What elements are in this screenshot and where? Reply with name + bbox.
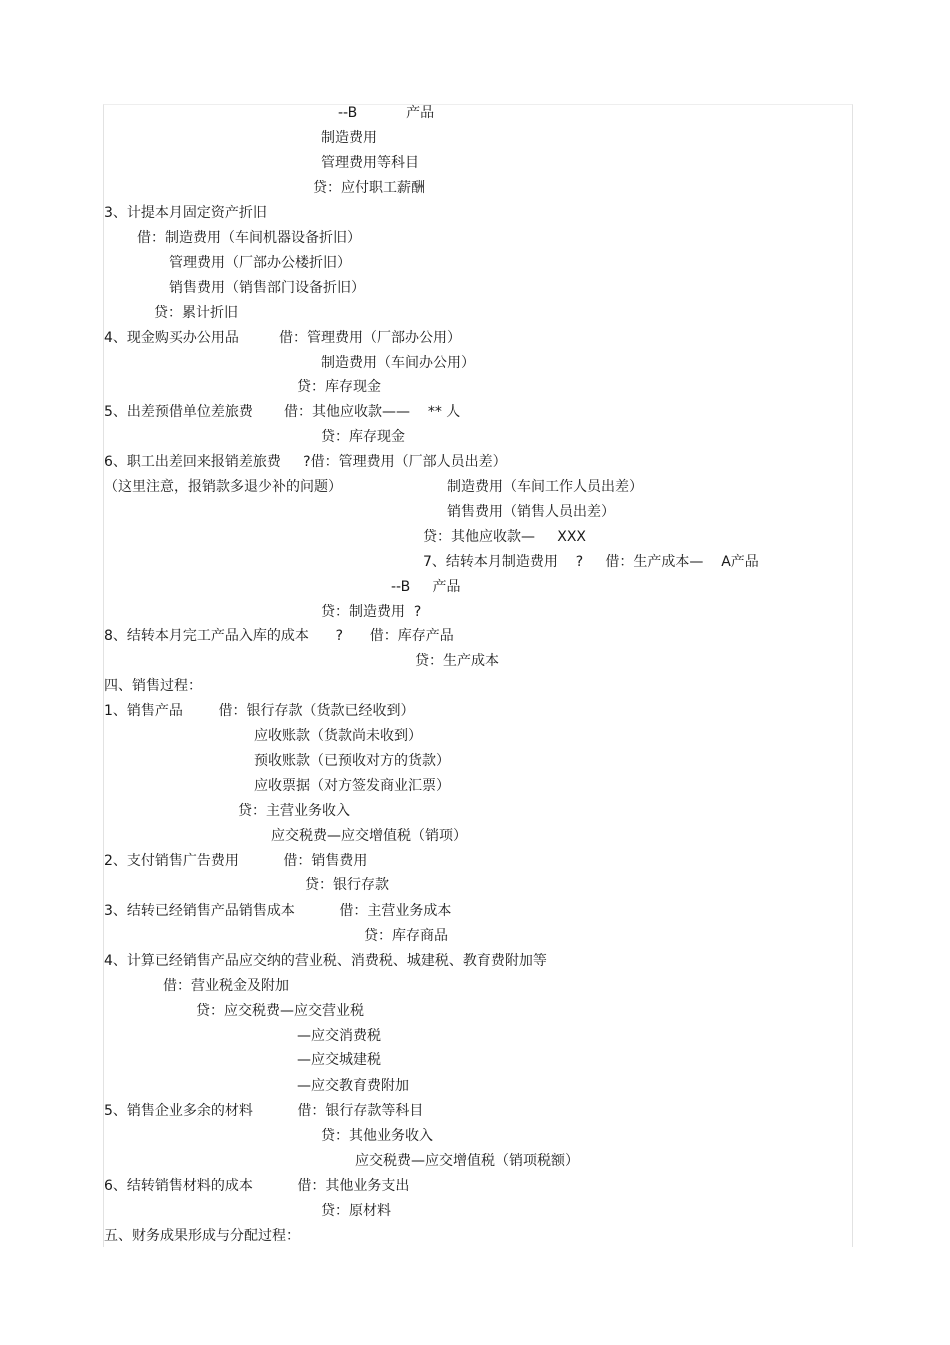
text-line: 应交税费—应交增值税（销项） <box>271 828 467 844</box>
text-line: 贷：原材料 <box>321 1203 391 1219</box>
text-line: 销售费用（销售部门设备折旧） <box>169 280 365 296</box>
text-line: 制造费用 <box>321 130 377 146</box>
text-line: 贷：库存现金 <box>297 379 381 395</box>
text-line: 4、计算已经销售产品应交纳的营业税、消费税、城建税、教育费附加等 <box>104 953 547 969</box>
text-line: 应交税费—应交增值税（销项税额） <box>355 1153 579 1169</box>
text-line: --B 产品 <box>338 105 435 121</box>
text-line: 7、结转本月制造费用 ? 借：生产成本— A产品 <box>423 554 759 570</box>
text-line: 应收账款（货款尚未收到） <box>254 728 422 744</box>
text-line: 贷：主营业务收入 <box>238 803 350 819</box>
text-line: 贷：生产成本 <box>415 653 499 669</box>
text-line: 应收票据（对方签发商业汇票） <box>254 778 450 794</box>
text-line: 制造费用（车间工作人员出差） <box>447 479 643 495</box>
text-line: （这里注意，报销款多退少补的问题） <box>104 479 342 495</box>
text-line: 贷：累计折旧 <box>154 305 238 321</box>
text-line: 3、结转已经销售产品销售成本 借：主营业务成本 <box>104 903 452 919</box>
text-line: 预收账款（已预收对方的货款） <box>254 753 450 769</box>
text-line: 管理费用等科目 <box>321 155 419 171</box>
section-heading: 五、财务成果形成与分配过程： <box>104 1228 300 1244</box>
text-line: —应交消费税 <box>297 1028 381 1044</box>
text-line: —应交城建税 <box>297 1052 381 1068</box>
page-frame <box>103 104 853 1247</box>
text-line: 管理费用（厂部办公楼折旧） <box>169 255 351 271</box>
text-line: 5、出差预借单位差旅费 借：其他应收款—— ** 人 <box>104 404 461 420</box>
text-line: —应交教育费附加 <box>297 1078 409 1094</box>
text-line: 贷：应付职工薪酬 <box>313 180 425 196</box>
text-line: 贷：制造费用 ? <box>321 604 422 620</box>
text-line: 借：制造费用（车间机器设备折旧） <box>137 230 361 246</box>
text-line: 4、现金购买办公用品 借：管理费用（厂部办公用） <box>104 330 461 346</box>
text-line: 贷：其他应收款— XXX <box>423 529 587 545</box>
text-line: --B 产品 <box>391 579 461 595</box>
text-line: 3、计提本月固定资产折旧 <box>104 205 267 221</box>
text-line: 5、销售企业多余的材料 借：银行存款等科目 <box>104 1103 424 1119</box>
text-line: 1、销售产品 借：银行存款（货款已经收到） <box>104 703 415 719</box>
text-line: 制造费用（车间办公用） <box>321 355 475 371</box>
text-line: 借：营业税金及附加 <box>163 978 289 994</box>
text-line: 贷：应交税费—应交营业税 <box>196 1003 364 1019</box>
text-line: 贷：银行存款 <box>305 877 389 893</box>
text-line: 8、结转本月完工产品入库的成本 ? 借：库存产品 <box>104 628 454 644</box>
text-line: 贷：库存现金 <box>321 429 405 445</box>
section-heading: 四、销售过程： <box>104 678 202 694</box>
text-line: 销售费用（销售人员出差） <box>447 504 615 520</box>
text-line: 6、职工出差回来报销差旅费 ?借：管理费用（厂部人员出差） <box>104 454 507 470</box>
text-line: 6、结转销售材料的成本 借：其他业务支出 <box>104 1178 410 1194</box>
text-line: 贷：其他业务收入 <box>321 1128 433 1144</box>
text-line: 贷：库存商品 <box>364 928 448 944</box>
text-line: 2、支付销售广告费用 借：销售费用 <box>104 853 368 869</box>
